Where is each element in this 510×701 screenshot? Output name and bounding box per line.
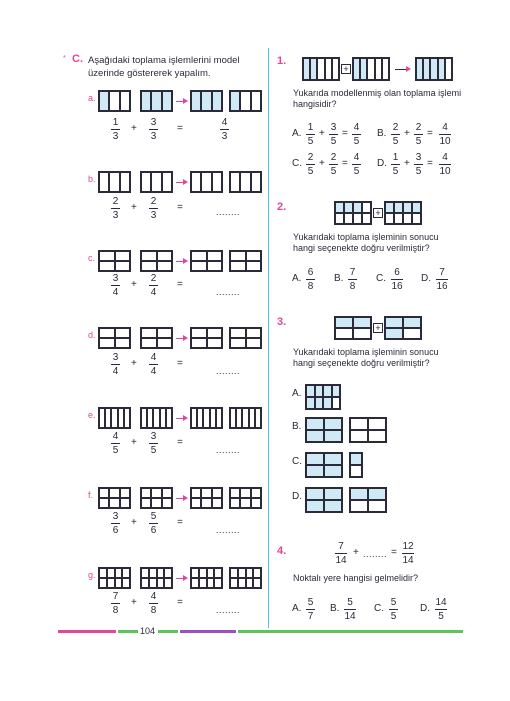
footer-bar-pink: [58, 630, 116, 633]
question-number: 1.: [277, 55, 287, 67]
fraction-model: [229, 487, 262, 509]
fraction-model: [229, 171, 262, 193]
fraction-model: [334, 201, 372, 225]
fraction: 7 8: [112, 591, 119, 616]
arrow-right-icon: [395, 69, 409, 70]
fraction-model: [140, 407, 173, 429]
footer-bar-green: [118, 630, 138, 633]
fraction-model: [349, 417, 387, 443]
row-label: b.: [88, 174, 96, 184]
fraction-model: [415, 57, 453, 81]
fraction-model: [190, 407, 223, 429]
answer-blank: ........: [216, 366, 241, 376]
section-label: C.: [72, 53, 83, 65]
fraction-model: [98, 171, 131, 193]
row-label: a.: [88, 93, 96, 103]
fraction: 4 8: [150, 591, 157, 616]
fraction-model: [305, 384, 341, 410]
fraction-model: [98, 327, 131, 349]
fraction-model: [140, 567, 173, 589]
row-label: f.: [88, 490, 94, 500]
fraction-model: [190, 567, 223, 589]
question-text: Yukarıda modellenmiş olan toplama işlemi hangisidir?: [293, 88, 462, 109]
fraction-model: [140, 171, 173, 193]
fraction: 1 3: [112, 117, 119, 142]
question-number: 3.: [277, 316, 287, 328]
question-text: Yukarıdaki toplama işleminin sonucu hangi seçenekte doğru verilmiştir?: [293, 232, 439, 253]
fraction-model: [98, 487, 131, 509]
arrow-right-icon: [176, 578, 186, 579]
fraction: 2 3: [150, 196, 157, 221]
plus-icon: +: [341, 64, 351, 74]
fraction-model: [98, 250, 131, 272]
question-text: Noktalı yere hangisi gelmelidir?: [293, 573, 419, 583]
plus-icon: +: [373, 208, 383, 218]
answer-blank: ........: [216, 445, 241, 455]
fraction-model: [349, 487, 387, 513]
arrow-right-icon: [176, 101, 186, 102]
question-number: 4.: [277, 545, 287, 557]
footer-bar-purple: [180, 630, 236, 633]
fraction-model: [384, 201, 422, 225]
fraction: 3 4: [112, 352, 119, 377]
fraction-model: [190, 487, 223, 509]
fraction-model: [229, 567, 262, 589]
arrow-right-icon: [176, 418, 186, 419]
fraction-model: [305, 487, 343, 513]
fraction-model: [352, 57, 390, 81]
fraction: 2 4: [150, 273, 157, 298]
fraction: 2 3: [112, 196, 119, 221]
answer-blank: ........: [216, 287, 241, 297]
page-number: 104: [140, 626, 156, 636]
fraction-model: [229, 250, 262, 272]
row-label: c.: [88, 253, 96, 263]
arrow-right-icon: [176, 498, 186, 499]
footer-bar-green: [238, 630, 463, 633]
answer-blank: ........: [216, 525, 241, 535]
plus-icon: +: [373, 323, 383, 333]
fraction-model: [305, 417, 343, 443]
section-instruction: Aşağıdaki toplama işlemlerini model üzerinde göstererek yapalım.: [88, 55, 240, 79]
fraction-model: [140, 90, 173, 112]
fraction-model: [98, 407, 131, 429]
fraction-model: [190, 171, 223, 193]
row-label: g.: [88, 570, 96, 580]
question-number: 2.: [277, 201, 287, 213]
answer-blank: ........: [363, 549, 388, 559]
fraction-model: [190, 327, 223, 349]
fraction-model: [140, 327, 173, 349]
column-divider: [268, 48, 269, 628]
fraction-result: 4 3: [221, 117, 228, 142]
fraction-model: [384, 316, 422, 340]
fraction-model: [229, 407, 262, 429]
answer-blank: ........: [216, 605, 241, 615]
fraction-model: [334, 316, 372, 340]
answer-blank: ........: [216, 207, 241, 217]
fraction-model: [302, 57, 340, 81]
fraction-model: [98, 567, 131, 589]
arrow-right-icon: [176, 182, 186, 183]
fraction: 5 6: [150, 511, 157, 536]
fraction: 3 6: [112, 511, 119, 536]
question-text: Yukarıdaki toplama işleminin sonucu hangi seçenekte doğru verilmiştir?: [293, 347, 439, 368]
arrow-right-icon: [176, 338, 186, 339]
fraction: 3 4: [112, 273, 119, 298]
fraction: 4 5: [112, 431, 119, 456]
fraction-model: [140, 250, 173, 272]
fraction: 4 4: [150, 352, 157, 377]
fraction-model: [140, 487, 173, 509]
fraction-model: [98, 90, 131, 112]
fraction-model: [190, 90, 223, 112]
fraction-model: [349, 452, 363, 478]
fraction-model: [305, 452, 343, 478]
fraction: 3 3: [150, 117, 157, 142]
row-label: d.: [88, 330, 96, 340]
fraction-model: [190, 250, 223, 272]
fraction-model: [229, 327, 262, 349]
fraction: 12 14: [402, 541, 414, 566]
footer-bar-green: [158, 630, 178, 633]
arrow-right-icon: [176, 261, 186, 262]
fraction: 7 14: [335, 541, 347, 566]
bullet-star-icon: *: [63, 55, 66, 62]
fraction-model: [229, 90, 262, 112]
fraction: 3 5: [150, 431, 157, 456]
row-label: e.: [88, 410, 96, 420]
